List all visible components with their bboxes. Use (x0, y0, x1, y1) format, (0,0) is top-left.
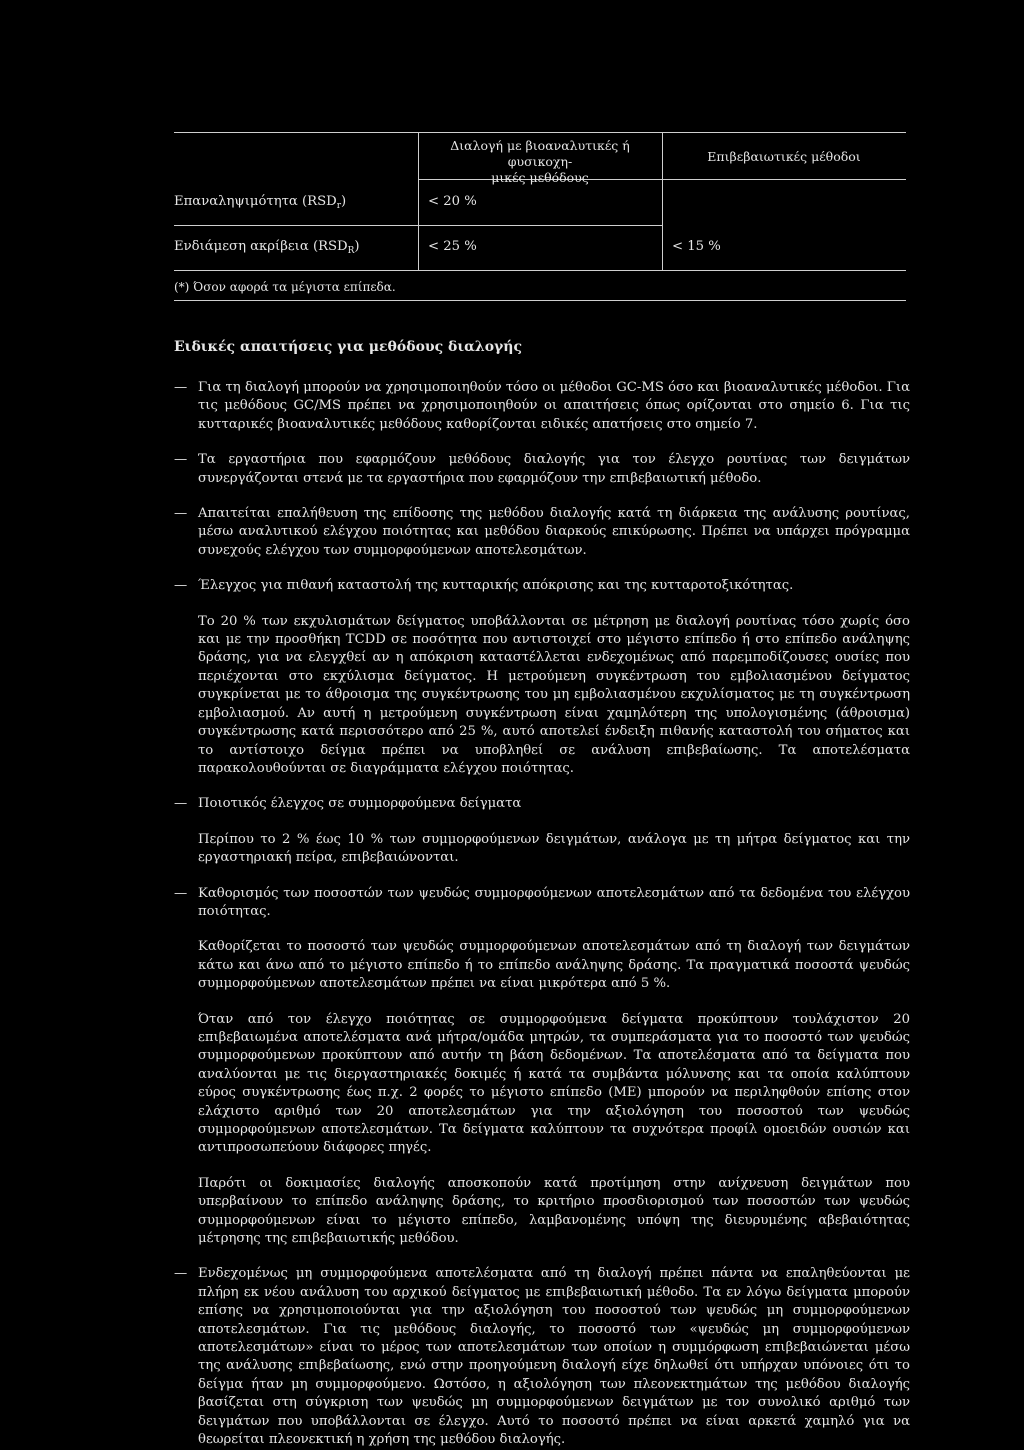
paragraph-text: Έλεγχος για πιθανή καταστολή της κυτταρικής απόκρισης και της κυτταροτοξικότητας. (198, 578, 794, 594)
table-header-confirmatory: Επιβεβαιωτικές μέθοδοι (707, 149, 861, 164)
table-header-screening: Διαλογή με βιοαναλυτικές ή φυσικοχη- μικές μεθόδους (450, 138, 630, 185)
paragraph-text: Απαιτείται επαλήθευση της επίδοσης της μεθόδου διαλογής κατά τη διάρκεια της ανάλυσης ρουτίνας, μέσω αναλυτικού ελέγχου ποιότητας και μεθόδου διαρκούς επικύρωσης. Πρέπει να υπάρχει πρόγραμμα συνεχούς ελέγχου των συμμορφούμενων αποτελεσμάτων. (198, 506, 910, 558)
paragraph-text: Το 20 % των εκχυλισμάτων δείγματος υποβάλλονται σε μέτρηση με διαλογή ρουτίνας τόσο χωρίς όσο και με την προσθήκη TCDD σε ποσότητα που αντιστοιχεί στο μέγιστο επίπεδο ή στο επίπεδο ανάληψης δράσης, για να ελεγχθεί αν η απόκριση καταστέλλεται ενδεχομένως από παρεμποδίζουσες ουσίες που περιέχονται στο εκχύλισμα δείγματος. Η μετρούμενη συγκέντρωση του εμβολιασμένου δείγματος συγκρίνεται με το άθροισμα της συγκέντρωσης του μη εμβολιασμένου εκχυλίσματος με τη συγκέντρωση εμβολιασμού. Αν αυτή η μετρούμενη συγκέντρωση είναι χαμηλότερη της υπολογισμένης (άθροισμα) συγκέντρωσης κατά περισσότερο από 25 %, αυτό αποτελεί ένδειξη πιθανής καταστολή του σήματος και το αντίστοιχο δείγμα πρέπει να υποβληθεί σε ανάλυση επιβεβαίωσης. Τα αποτελέσματα παρακολουθούνται σε διαγράμματα ελέγχου ποιότητας. (198, 613, 910, 776)
dash-bullet: — (174, 452, 188, 468)
paragraph-text: Ενδεχομένως μη συμμορφούμενα αποτελέσματα από τη διαλογή πρέπει πάντα να επαληθεύονται με πλήρη εκ νέου ανάλυση του αρχικού δείγματος με επιβεβαιωτική μέθοδο. Τα εν λόγω δείγματα μπορούν επίσης να χρησιμοποιούνται για την αξιολόγηση του ποσοστού των ψευδώς μη συμμορφούμενων αποτελεσμάτων. Για τις μεθόδους διαλογής, το ποσοστό των «ψευδώς μη συμμορφούμενων αποτελεσμάτων» είναι το μέρος των αποτελεσμάτων των οποίων η συμμόρφωση επιβεβαιώνεται μέσω της ανάλυσης επιβεβαίωσης, ενώ στην προηγούμενη διαλογή είχε δηλωθεί ότι υπήρχαν υπόνοιες ότι το δείγμα ήταν μη συμμορφούμενο. Ωστόσο, η αξιολόγηση των πλεονεκτημάτων της μεθόδου διαλογής βασίζεται στη σύγκριση των ψευδώς μη συμμορφούμενων δειγμάτων με τον συνολικό αριθμό των δειγμάτων που υποβάλλονται σε έλεγχο. Αυτό το ποσοστό πρέπει να είναι αρκετά χαμηλό για να θεωρείται πλεονεκτική η χρήση της μεθόδου διαλογής. (198, 1266, 910, 1448)
note-bottom-rule (174, 300, 906, 301)
paragraph-text: Όταν από τον έλεγχο ποιότητας σε συμμορφούμενα δείγματα προκύπτουν τουλάχιστον 20 επιβεβαιωμένα αποτελέσματα ανά μήτρα/ομάδα μητρών, τα συμπεράσματα για το ποσοστό των ψευδώς συμμορφούμενων προκύπτουν από αυτήν τη βάση δεδομένων. Τα αποτελέσματα από τα δείγματα που αναλύονται με τις διεργαστηριακές δοκιμές ή κατά τα συμβάντα μόλυνσης και τα οποία καλύπτουν εύρος συγκέντρωσης έως π.χ. 2 φορές το μέγιστο επίπεδο (ΜΕ) μπορούν να περιληφθούν επίσης στον ελάχιστο αριθμό των 20 αποτελεσμάτων για την αξιολόγηση του ποσοστού των ψευδώς συμμορφούμενων αποτελεσμάτων. Τα δείγματα καλύπτουν τα συχνότερα προφίλ ομοειδών ουσιών και αντιπροσωπεύουν διάφορες πηγές. (198, 1011, 910, 1156)
dash-bullet: — (174, 796, 188, 812)
list-item (174, 577, 910, 595)
table-row-label: Επαναληψιμότητα $(RSD_r)$ (174, 194, 347, 211)
body-content (174, 379, 910, 1450)
paragraph-text: Καθορισμός των ποσοστών των ψευδώς συμμορφούμενων αποτελεσμάτων από τα δεδομένα του ελέγχου ποιότητας. (198, 885, 910, 919)
paragraph-text: Καθορίζεται το ποσοστό των ψευδώς συμμορφούμενων αποτελεσμάτων από τη διαλογή των δειγμάτων κάτω και άνω από το μέγιστο επίπεδο ή το επίπεδο ανάληψης δράσης. Τα πραγματικά ποσοστά ψευδώς συμμορφούμενων αποτελεσμάτων πρέπει να είναι μικρότερα από 5 %. (198, 939, 910, 992)
table-cell-value: < 20 % (428, 194, 477, 209)
table-row-label: Ενδιάμεση ακρίβεια $(RSD_R)$ (174, 239, 360, 256)
dash-bullet: — (174, 578, 188, 594)
dash-bullet: — (174, 885, 188, 901)
list-item (174, 379, 910, 434)
table-cell-value: < 25 % (428, 239, 477, 254)
list-item (174, 451, 910, 488)
table-footnote: (*) Όσον αφορά τα μέγιστα επίπεδα. (174, 280, 396, 294)
list-item (174, 885, 910, 922)
section-heading: Ειδικές απαιτήσεις για μεθόδους διαλογής (174, 339, 523, 355)
paragraph (174, 1175, 910, 1249)
dash-bullet: — (174, 506, 188, 522)
table-bottom-rule (174, 270, 906, 271)
list-item (174, 505, 910, 560)
list-item (174, 1265, 910, 1449)
paragraph-text: Ποιοτικός έλεγχος σε συμμορφούμενα δείγματα (198, 796, 522, 812)
dash-bullet: — (174, 380, 188, 395)
table-cell-value: < 15 % (672, 239, 721, 254)
paragraph-text: Παρότι οι δοκιμασίες διαλογής αποσκοπούν κατά προτίμηση στην ανίχνευση δειγμάτων που υπερβαίνουν το επίπεδο ανάληψης δράσης, το κριτήριο προσδιορισμού των ποσοστών των ψευδώς συμμορφούμενων είναι το μέγιστο επίπεδο, λαμβανομένης υπόψη της διευρυμένης αβεβαιότητας μέτρησης της επιβεβαιωτικής μεθόδου. (198, 1175, 910, 1247)
table-top-rule (174, 132, 906, 133)
dash-bullet: — (174, 1266, 188, 1282)
list-item (174, 795, 910, 813)
paragraph-text: Για τη διαλογή μπορούν να χρησιμοποιηθούν τόσο οι μέθοδοι GC-MS όσο και βιοαναλυτικές μέθοδοι. Για τις μεθόδους GC/MS πρέπει να χρησιμοποιηθούν οι απαιτήσεις όπως ορίζονται στο σημείο 6. Για τις κυτταρικές βιοαναλυτικές μεθόδους καθορίζονται ειδικές απατήσεις στο σημείο 7. (198, 380, 910, 432)
paragraph-text: Περίπου το 2 % έως 10 % των συμμορφούμενων δειγμάτων, ανάλογα με τη μήτρα δείγματος και την εργαστηριακή πείρα, επιβεβαιώνονται. (198, 831, 910, 866)
paragraph-text: Τα εργαστήρια που εφαρμόζουν μεθόδους διαλογής για τον έλεγχο ρουτίνας των δειγμάτων συνεργάζονται στενά με τα εργαστήρια που εφαρμόζουν την επιβεβαιωτική μέθοδο. (198, 452, 910, 486)
paragraph (174, 831, 910, 868)
paragraph (174, 938, 910, 993)
paragraph (174, 1011, 910, 1158)
paragraph (174, 613, 910, 779)
